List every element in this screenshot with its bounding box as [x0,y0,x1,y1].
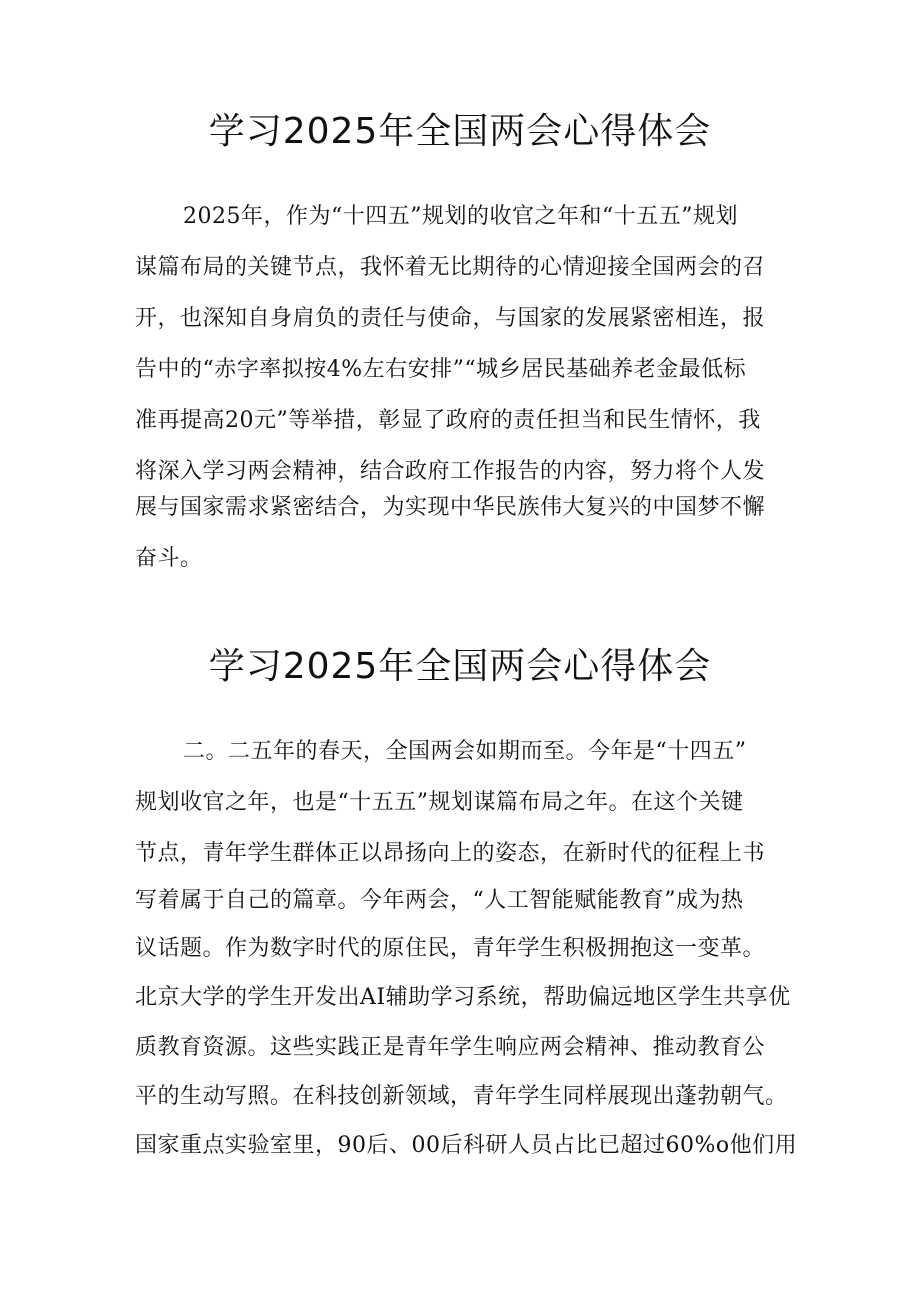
paragraph-line: 质教育资源。这些实践正是青年学生响应两会精神、推动教育公 [135,1035,766,1060]
paragraph-line: 告中的“赤字率拟按4%左右安排”“城乡居民基础养老金最低标 [135,357,747,382]
paragraph-line: 节点，青年学生群体正以昂扬向上的姿态，在新时代的征程上书 [135,841,766,866]
paragraph-line: 准再提高20元”等举措，彰显了政府的责任担当和民生情怀，我 [135,408,761,433]
paragraph-line: 平的生动写照。在科技创新领域，青年学生同样展现出蓬勃朝气。 [135,1084,788,1109]
paragraph-line: 谋篇布局的关键节点，我怀着无比期待的心情迎接全国两会的召 [135,255,766,280]
paragraph-line: 开，也深知自身肩负的责任与使命，与国家的发展紧密相连，报 [135,306,766,331]
paragraph-line: 二。二五年的春天，全国两会如期而至。今年是“十四五” [183,739,747,764]
paragraph-line: 奋斗。 [135,546,203,571]
paragraph-line: 议话题。作为数字时代的原住民，青年学生积极拥抱这一变革。 [135,936,766,961]
paragraph-line: 北京大学的学生开发出AI辅助学习系统，帮助偏远地区学生共享优 [135,985,791,1010]
paragraph-line: 2025年，作为“十四五”规划的收官之年和“十五五”规划 [183,204,738,229]
paragraph-line: 展与国家需求紧密结合，为实现中华民族伟大复兴的中国梦不懈 [135,495,766,520]
paragraph-line: 规划收官之年，也是“十五五”规划谋篇布局之年。在这个关键 [135,790,744,815]
paragraph-line: 国家重点实验室里，90后、00后科研人员占比已超过60%o他们用 [135,1133,798,1158]
paragraph-line: 将深入学习两会精神，结合政府工作报告的内容，努力将个人发 [135,459,766,484]
section-2-title: 学习2025年全国两会心得体会 [208,646,712,687]
section-1-title: 学习2025年全国两会心得体会 [208,111,712,152]
paragraph-line: 写着属于自己的篇章。今年两会，“人工智能赋能教育”成为热 [135,888,744,913]
